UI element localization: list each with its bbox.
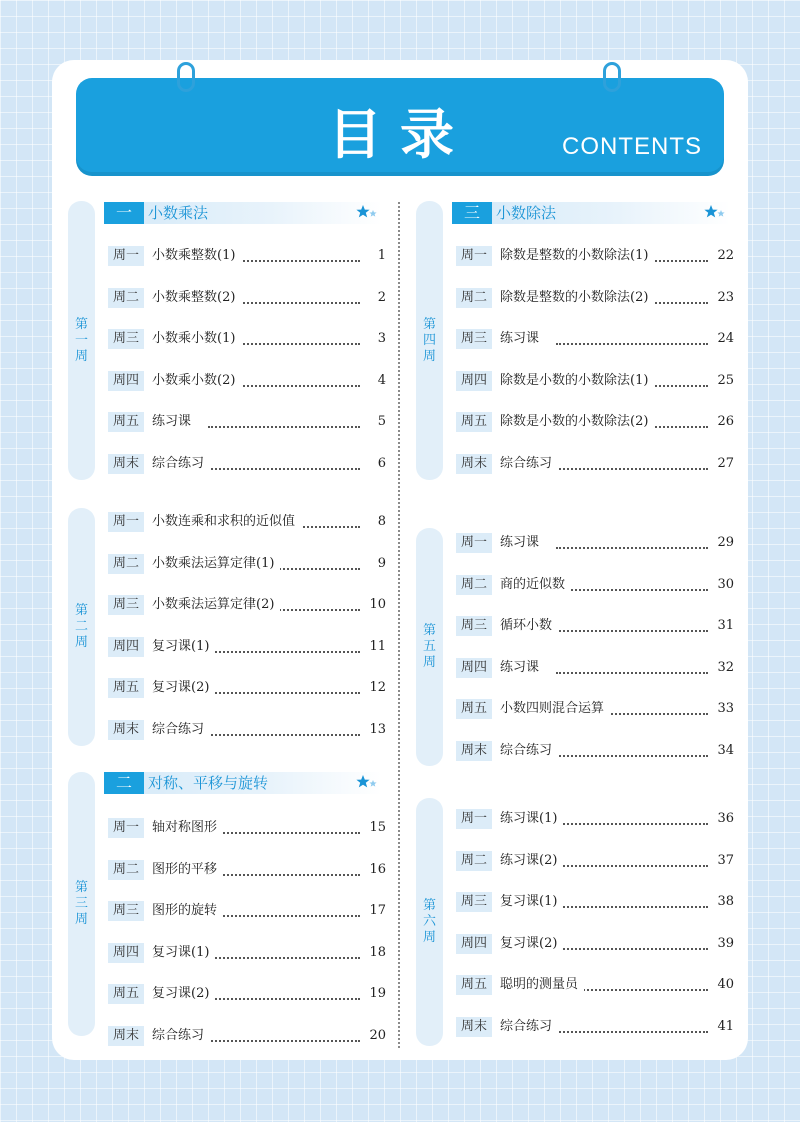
star-icon (356, 774, 378, 790)
toc-row[interactable] (456, 851, 734, 871)
day-label: 周一 (108, 818, 144, 838)
dot-leader (556, 865, 708, 867)
day-label: 周四 (108, 943, 144, 963)
day-label: 周四 (108, 637, 144, 657)
lesson-title[interactable]: 小数乘整数(1) (152, 246, 241, 266)
day-label: 周二 (108, 554, 144, 574)
day-label: 周五 (108, 678, 144, 698)
lesson-title[interactable]: 练习课(2) (500, 851, 563, 871)
dot-leader (556, 823, 708, 825)
page-number: 26 (710, 412, 734, 432)
day-label: 周四 (456, 371, 492, 391)
lesson-title[interactable]: 小数连乘和求积的近似值 (152, 512, 301, 532)
page-number: 34 (710, 741, 734, 761)
toc-row[interactable] (456, 975, 734, 995)
dot-leader (208, 915, 360, 917)
page-number: 19 (362, 984, 386, 1004)
page-number: 25 (710, 371, 734, 391)
toc-row[interactable] (108, 720, 386, 740)
toc-row[interactable] (456, 288, 734, 308)
lesson-title[interactable]: 练习课 (500, 329, 545, 349)
toc-row[interactable] (456, 809, 734, 829)
lesson-title[interactable]: 小数乘小数(2) (152, 371, 241, 391)
toc-row[interactable] (108, 1026, 386, 1046)
week-label: 第 一 周 (74, 316, 88, 364)
day-label: 周三 (108, 595, 144, 615)
lesson-title[interactable]: 综合练习 (152, 720, 210, 740)
dot-leader (208, 734, 360, 736)
day-label: 周五 (456, 975, 492, 995)
page-number: 27 (710, 454, 734, 474)
day-label: 周五 (108, 412, 144, 432)
day-label: 周末 (456, 741, 492, 761)
dot-leader (556, 630, 708, 632)
dot-leader (208, 832, 360, 834)
toc-row[interactable] (108, 512, 386, 532)
week-tab (68, 201, 95, 480)
binder-ring (177, 62, 195, 92)
dot-leader (208, 651, 360, 653)
toc-row[interactable] (108, 943, 386, 963)
lesson-title[interactable]: 复习课(2) (500, 934, 563, 954)
page-number: 16 (362, 860, 386, 880)
day-label: 周一 (456, 809, 492, 829)
day-label: 周末 (108, 720, 144, 740)
toc-row[interactable] (456, 246, 734, 266)
day-label: 周四 (456, 658, 492, 678)
header-banner (76, 78, 724, 176)
toc-row[interactable] (108, 595, 386, 615)
lesson-title[interactable]: 图形的旋转 (152, 901, 223, 921)
week-label: 第 二 周 (74, 603, 88, 650)
page-number: 18 (362, 943, 386, 963)
lesson-title[interactable]: 商的近似数 (500, 575, 571, 595)
lesson-title[interactable]: 综合练习 (500, 454, 558, 474)
toc-row[interactable] (456, 412, 734, 432)
day-label: 周一 (108, 246, 144, 266)
toc-row[interactable] (108, 678, 386, 698)
page-number: 40 (710, 975, 734, 995)
toc-row[interactable] (456, 741, 734, 761)
day-label: 周四 (108, 371, 144, 391)
toc-row[interactable] (456, 934, 734, 954)
toc-row[interactable] (108, 412, 386, 432)
toc-row[interactable] (108, 901, 386, 921)
page-number: 41 (710, 1017, 734, 1037)
toc-row[interactable] (108, 246, 386, 266)
page-number: 10 (362, 595, 386, 615)
dot-leader (208, 874, 360, 876)
toc-row[interactable] (456, 575, 734, 595)
day-label: 周一 (456, 246, 492, 266)
day-label: 周二 (456, 288, 492, 308)
page-number: 31 (710, 616, 734, 636)
unit-header (452, 202, 730, 224)
page-number: 39 (710, 934, 734, 954)
dot-leader (208, 957, 360, 959)
toc-row[interactable] (456, 1017, 734, 1037)
toc-row[interactable] (108, 860, 386, 880)
lesson-title[interactable]: 复习课(1) (152, 943, 215, 963)
toc-row[interactable] (456, 616, 734, 636)
lesson-title[interactable]: 复习课(1) (500, 892, 563, 912)
lesson-title[interactable]: 练习课 (152, 412, 197, 432)
unit-header (104, 772, 382, 794)
lesson-title[interactable]: 练习课 (500, 533, 545, 553)
toc-row[interactable] (108, 637, 386, 657)
unit-title[interactable]: 对称、平移与旋转 (148, 774, 269, 792)
binder-ring (603, 62, 621, 92)
dot-leader (208, 468, 360, 470)
lesson-title[interactable]: 综合练习 (152, 1026, 210, 1046)
dot-leader (208, 1040, 360, 1042)
dot-leader (208, 426, 360, 428)
unit-number: 一 (104, 202, 144, 224)
dot-leader (556, 468, 708, 470)
dot-leader (556, 343, 708, 345)
day-label: 周五 (456, 412, 492, 432)
lesson-title[interactable]: 小数乘小数(1) (152, 329, 241, 349)
toc-row[interactable] (456, 371, 734, 391)
lesson-title[interactable]: 除数是小数的小数除法(2) (500, 412, 654, 432)
lesson-title[interactable]: 小数乘整数(2) (152, 288, 241, 308)
week-label: 第 四 周 (422, 316, 436, 364)
toc-row[interactable] (108, 818, 386, 838)
day-label: 周二 (456, 851, 492, 871)
dot-leader (556, 948, 708, 950)
day-label: 周一 (108, 512, 144, 532)
dot-leader (208, 998, 360, 1000)
toc-row[interactable] (456, 699, 734, 719)
day-label: 周三 (108, 329, 144, 349)
page-title: 目录 (328, 103, 472, 166)
day-label: 周二 (108, 288, 144, 308)
dot-leader (556, 589, 708, 591)
page-number: 38 (710, 892, 734, 912)
page-number: 15 (362, 818, 386, 838)
week-label: 第 三 周 (74, 880, 88, 927)
page-number: 4 (362, 371, 386, 391)
lesson-title[interactable]: 练习课(1) (500, 809, 563, 829)
week-tab (68, 508, 95, 746)
page-number: 6 (362, 454, 386, 474)
star-icon (356, 204, 378, 220)
page-number: 24 (710, 329, 734, 349)
toc-row[interactable] (456, 454, 734, 474)
day-label: 周三 (456, 329, 492, 349)
day-label: 周末 (456, 1017, 492, 1037)
lesson-title[interactable]: 练习课 (500, 658, 545, 678)
column-divider (398, 202, 400, 1048)
lesson-title[interactable]: 除数是整数的小数除法(2) (500, 288, 654, 308)
lesson-title[interactable]: 综合练习 (152, 454, 210, 474)
lesson-title[interactable]: 轴对称图形 (152, 818, 223, 838)
dot-leader (556, 1031, 708, 1033)
page-number: 2 (362, 288, 386, 308)
page-number: 11 (362, 637, 386, 657)
lesson-title[interactable]: 循环小数 (500, 616, 558, 636)
page-number: 1 (362, 246, 386, 266)
toc-row[interactable] (456, 892, 734, 912)
unit-number: 三 (452, 202, 492, 224)
day-label: 周三 (456, 892, 492, 912)
page-number: 29 (710, 533, 734, 553)
week-tab (416, 528, 443, 766)
page-number: 37 (710, 851, 734, 871)
unit-number: 二 (104, 772, 144, 794)
day-label: 周末 (456, 454, 492, 474)
page-number: 5 (362, 412, 386, 432)
toc-row[interactable] (108, 454, 386, 474)
toc-row[interactable] (456, 658, 734, 678)
day-label: 周三 (456, 616, 492, 636)
toc-row[interactable] (108, 329, 386, 349)
page-number: 8 (362, 512, 386, 532)
toc-row[interactable] (108, 288, 386, 308)
page-number: 23 (710, 288, 734, 308)
page-number: 3 (362, 329, 386, 349)
page-number: 17 (362, 901, 386, 921)
lesson-title[interactable]: 复习课(2) (152, 984, 215, 1004)
week-tab (68, 772, 95, 1036)
dot-leader (556, 547, 708, 549)
dot-leader (556, 672, 708, 674)
lesson-title[interactable]: 图形的平移 (152, 860, 223, 880)
week-label: 第 五 周 (422, 623, 436, 670)
unit-title[interactable]: 小数除法 (496, 204, 557, 222)
dot-leader (556, 906, 708, 908)
day-label: 周二 (456, 575, 492, 595)
lesson-title[interactable]: 小数乘法运算定律(1) (152, 554, 280, 574)
page-number: 13 (362, 720, 386, 740)
page-number: 36 (710, 809, 734, 829)
lesson-title[interactable]: 复习课(1) (152, 637, 215, 657)
page-subtitle: CONTENTS (562, 133, 702, 160)
star-icon (704, 204, 726, 220)
day-label: 周末 (108, 454, 144, 474)
dot-leader (556, 755, 708, 757)
toc-row[interactable] (108, 984, 386, 1004)
week-tab (416, 201, 443, 480)
day-label: 周五 (456, 699, 492, 719)
lesson-title[interactable]: 小数四则混合运算 (500, 699, 610, 719)
lesson-title[interactable]: 小数乘法运算定律(2) (152, 595, 280, 615)
day-label: 周三 (108, 901, 144, 921)
page-number: 9 (362, 554, 386, 574)
lesson-title[interactable]: 综合练习 (500, 1017, 558, 1037)
lesson-title[interactable]: 复习课(2) (152, 678, 215, 698)
day-label: 周四 (456, 934, 492, 954)
lesson-title[interactable]: 除数是小数的小数除法(1) (500, 371, 654, 391)
day-label: 周一 (456, 533, 492, 553)
lesson-title[interactable]: 聪明的测量员 (500, 975, 584, 995)
toc-row[interactable] (108, 554, 386, 574)
toc-row[interactable] (456, 533, 734, 553)
page-number: 22 (710, 246, 734, 266)
day-label: 周二 (108, 860, 144, 880)
page-number: 32 (710, 658, 734, 678)
toc-row[interactable] (456, 329, 734, 349)
page-number: 33 (710, 699, 734, 719)
unit-header (104, 202, 382, 224)
toc-row[interactable] (108, 371, 386, 391)
day-label: 周五 (108, 984, 144, 1004)
page-number: 20 (362, 1026, 386, 1046)
page-number: 12 (362, 678, 386, 698)
lesson-title[interactable]: 综合练习 (500, 741, 558, 761)
unit-title[interactable]: 小数乘法 (148, 204, 209, 222)
week-label: 第 六 周 (422, 898, 436, 945)
lesson-title[interactable]: 除数是整数的小数除法(1) (500, 246, 654, 266)
day-label: 周末 (108, 1026, 144, 1046)
page-number: 30 (710, 575, 734, 595)
dot-leader (208, 692, 360, 694)
week-tab (416, 798, 443, 1046)
